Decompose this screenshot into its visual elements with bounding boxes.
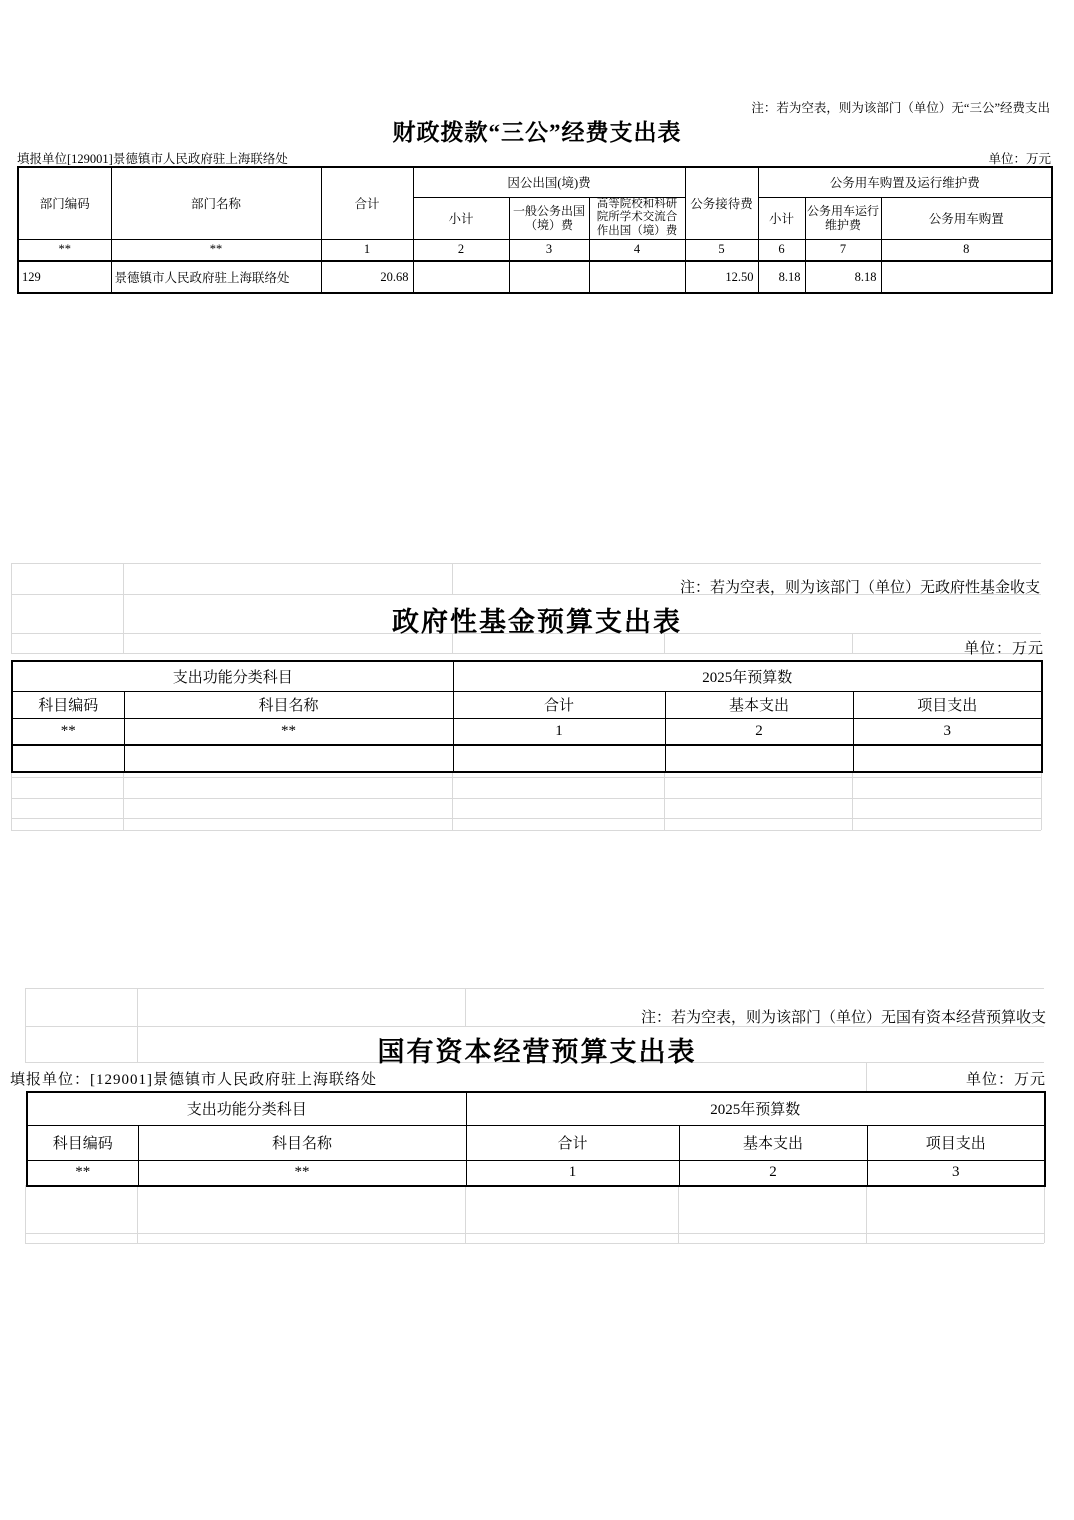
- sangong-reporting-unit: 填报单位[129001]景德镇市人民政府驻上海联络处: [17, 152, 288, 166]
- header-basic: 基本支出: [665, 691, 853, 718]
- state-capital-header-row-2: [27, 1125, 1045, 1160]
- empty-cell: [665, 745, 853, 772]
- gridline: [452, 771, 453, 830]
- empty-cell: [124, 745, 453, 772]
- header-subject-name: 科目名称: [124, 691, 453, 718]
- gridline: [452, 563, 453, 594]
- gov-fund-index-row: [12, 718, 1042, 745]
- state-capital-index-row: [27, 1160, 1045, 1186]
- sangong-header-row-1: [18, 167, 1052, 197]
- gridline: [11, 777, 1041, 778]
- data-abroad-subtotal: [413, 261, 509, 293]
- gridline: [25, 988, 1044, 989]
- index-cell: 1: [321, 239, 413, 261]
- gridline: [123, 771, 124, 830]
- header-vehicle-group: 公务用车购置及运行维护费: [758, 167, 1052, 197]
- sangong-expense-table: [17, 166, 1053, 294]
- sangong-title: 财政拨款“三公”经费支出表: [392, 120, 682, 145]
- header-function-group: 支出功能分类科目: [12, 661, 453, 691]
- data-dept-code: 129: [18, 261, 111, 293]
- gridline: [11, 798, 1041, 799]
- gridline: [866, 1185, 867, 1243]
- data-total: 20.68: [321, 261, 413, 293]
- index-cell: 4: [589, 239, 685, 261]
- gridline: [25, 1243, 1044, 1244]
- data-vehicle-subtotal: 8.18: [758, 261, 805, 293]
- index-cell: 2: [665, 718, 853, 745]
- index-cell: 1: [453, 718, 665, 745]
- gridline: [11, 818, 1041, 819]
- header-dept-name: 部门名称: [111, 167, 321, 239]
- index-cell: 2: [413, 239, 509, 261]
- gridline: [852, 771, 853, 830]
- state-capital-reporting-unit: 填报单位：[129001]景德镇市人民政府驻上海联络处: [10, 1072, 377, 1088]
- index-cell: 6: [758, 239, 805, 261]
- gov-fund-header-row-1: [12, 661, 1042, 691]
- state-capital-title: 国有资本经营预算支出表: [377, 1037, 697, 1067]
- gridline: [664, 771, 665, 830]
- gridline: [465, 988, 466, 1026]
- gov-fund-empty-row: [12, 745, 1042, 772]
- data-abroad-academic: [589, 261, 685, 293]
- header-dept-code: 部门编码: [18, 167, 111, 239]
- index-cell: 1: [466, 1160, 679, 1186]
- header-budget-group: 2025年预算数: [466, 1092, 1045, 1125]
- gridline: [11, 563, 1041, 564]
- gridline: [1044, 1185, 1045, 1243]
- data-dept-name: 景德镇市人民政府驻上海联络处: [111, 261, 321, 293]
- data-vehicle-maintenance: 8.18: [805, 261, 881, 293]
- header-total: 合计: [453, 691, 665, 718]
- state-capital-table: [26, 1091, 1046, 1187]
- index-cell: 3: [509, 239, 589, 261]
- header-abroad-general: 一般公务出国（境）费: [509, 197, 589, 239]
- index-cell: 3: [853, 718, 1042, 745]
- gridline: [11, 830, 1041, 831]
- gridline: [11, 653, 1041, 654]
- header-reception: 公务接待费: [685, 167, 758, 239]
- empty-cell: [453, 745, 665, 772]
- header-abroad-academic: 高等院校和科研院所学术交流合作出国（境）费: [589, 197, 685, 239]
- index-cell: 2: [679, 1160, 867, 1186]
- index-cell: **: [124, 718, 453, 745]
- index-cell: 3: [867, 1160, 1045, 1186]
- header-subject-name: 科目名称: [138, 1125, 466, 1160]
- data-abroad-general: [509, 261, 589, 293]
- header-subject-code: 科目编码: [12, 691, 124, 718]
- index-cell: **: [138, 1160, 466, 1186]
- sangong-note: 注：若为空表，则为该部门（单位）无“三公”经费支出: [751, 101, 1050, 115]
- header-project: 项目支出: [867, 1125, 1045, 1160]
- index-cell: 7: [805, 239, 881, 261]
- header-vehicle-maintenance: 公务用车运行维护费: [805, 197, 881, 239]
- header-vehicle-purchase: 公务用车购置: [881, 197, 1052, 239]
- gridline: [465, 1185, 466, 1243]
- sangong-data-row: [18, 261, 1052, 293]
- empty-cell: [853, 745, 1042, 772]
- index-cell: **: [18, 239, 111, 261]
- sangong-index-row: [18, 239, 1052, 261]
- gridline: [1041, 771, 1042, 830]
- header-abroad-group: 因公出国(境)费: [413, 167, 685, 197]
- header-project: 项目支出: [853, 691, 1042, 718]
- gridline: [678, 1185, 679, 1243]
- state-capital-header-row-1: [27, 1092, 1045, 1125]
- data-reception: 12.50: [685, 261, 758, 293]
- state-capital-unit-label: 单位：万元: [965, 1072, 1046, 1088]
- empty-cell: [12, 745, 124, 772]
- header-basic: 基本支出: [679, 1125, 867, 1160]
- header-abroad-subtotal: 小计: [413, 197, 509, 239]
- gov-fund-note: 注：若为空表，则为该部门（单位）无政府性基金收支: [679, 580, 1040, 596]
- index-cell: **: [111, 239, 321, 261]
- header-function-group: 支出功能分类科目: [27, 1092, 466, 1125]
- header-budget-group: 2025年预算数: [453, 661, 1042, 691]
- index-cell: **: [12, 718, 124, 745]
- index-cell: 5: [685, 239, 758, 261]
- gov-fund-header-row-2: [12, 691, 1042, 718]
- gridline: [11, 771, 12, 830]
- index-cell: **: [27, 1160, 138, 1186]
- header-subject-code: 科目编码: [27, 1125, 138, 1160]
- header-total: 合计: [466, 1125, 679, 1160]
- sangong-unit-label: 单位：万元: [988, 152, 1051, 166]
- gov-fund-title: 政府性基金预算支出表: [392, 607, 682, 637]
- gridline: [25, 1233, 1044, 1234]
- gov-fund-table: [11, 660, 1043, 773]
- gridline: [137, 1185, 138, 1243]
- gridline: [25, 1185, 26, 1243]
- data-vehicle-purchase: [881, 261, 1052, 293]
- header-total: 合计: [321, 167, 413, 239]
- state-capital-note: 注：若为空表，则为该部门（单位）无国有资本经营预算收支: [640, 1010, 1046, 1026]
- header-vehicle-subtotal: 小计: [758, 197, 805, 239]
- index-cell: 8: [881, 239, 1052, 261]
- gov-fund-unit-label: 单位：万元: [963, 641, 1044, 657]
